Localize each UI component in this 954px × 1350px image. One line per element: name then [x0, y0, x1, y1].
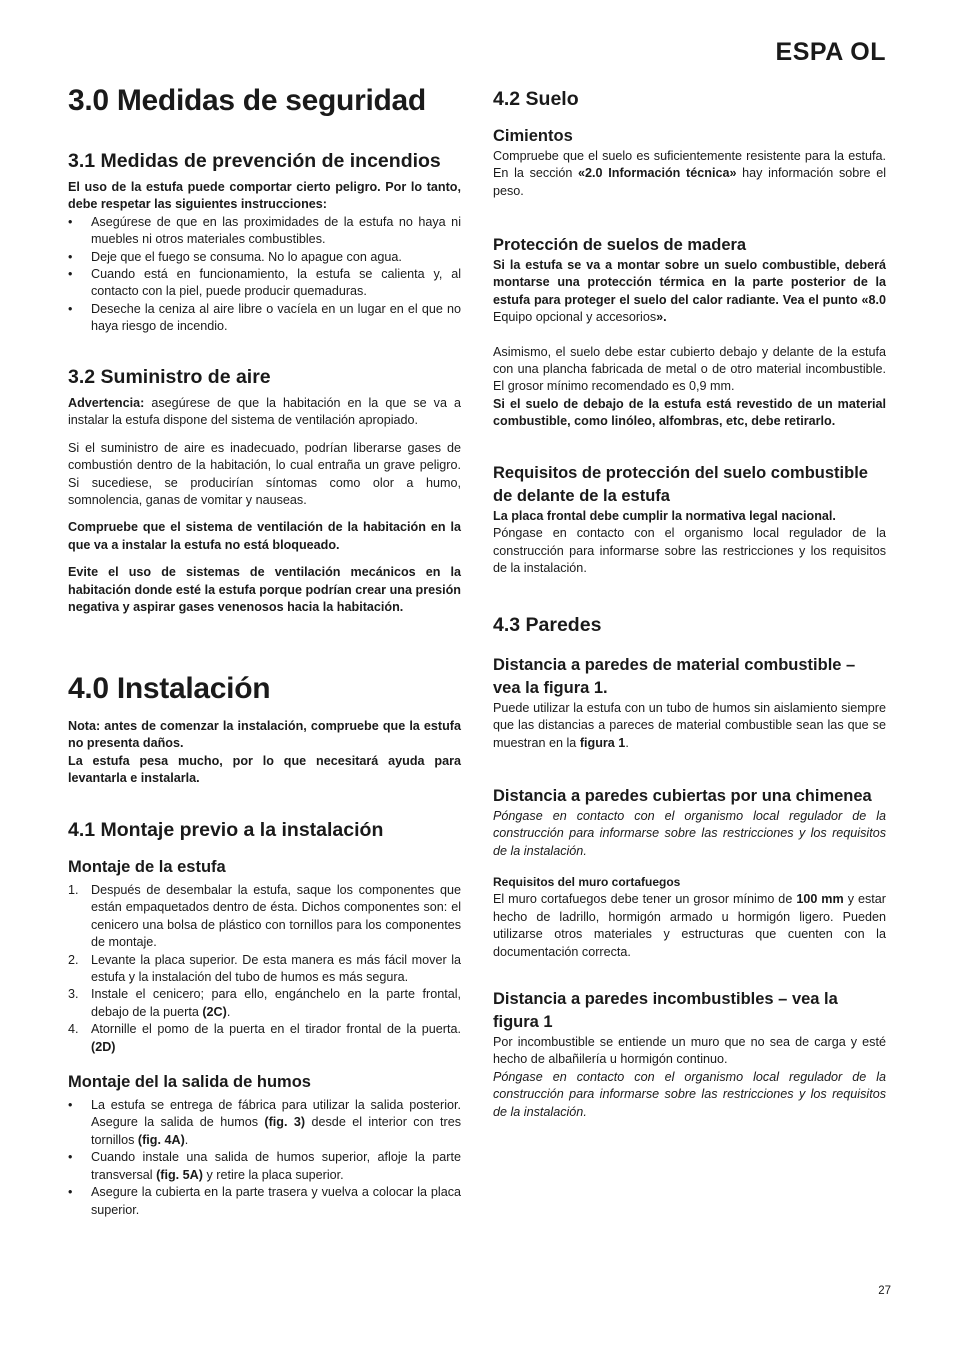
air-warning [68, 395, 461, 430]
wood-floor-protection [493, 234, 886, 431]
muro-text [493, 891, 886, 961]
item-number: 4. [68, 1022, 79, 1037]
list-item [68, 1097, 461, 1149]
figure-ref: (fig. 5A) [156, 1167, 203, 1182]
text-part: Puede utilizar la estufa con un tubo de humos sin aislamiento siempre que las distancias a pareces de material combustible sean las que se muestran en la [493, 701, 886, 750]
section-3-1-intro: El uso de la estufa puede comportar cierto peligro. Por lo tanto, debe respetar las siguientes instrucciones: [68, 180, 461, 212]
dist3-text: Por incombustible se entiende un muro que no sea de carga y esté hecho de albañilería u hormigón continuo. [493, 1035, 886, 1067]
figure-ref: (2D) [91, 1039, 116, 1054]
item-text: Asegure la cubierta en la parte trasera y vuelva a colocar la placa superior. [91, 1185, 461, 1217]
firewall-requirements [493, 874, 886, 961]
section-4-2 [493, 88, 886, 200]
air-paragraph: Si el suministro de aire es inadecuado, podrían liberarse gases de combustión dentro de la habitación, lo cual entraña un grave peligro. Si sucediese, se producirían síntomas como olor a humo, somnolencia, ganas de vomitar y nauseas. [68, 440, 461, 508]
section-3-2 [68, 366, 461, 616]
item-text: y retire la placa superior. [202, 1167, 344, 1182]
figure-ref: figura 1 [579, 735, 626, 750]
list-item [68, 952, 461, 987]
cimientos-text [493, 148, 886, 200]
dist2-text: Póngase en contacto con el organismo local regulador de la construcción para informarse sobre las restricciones y los requisitos de la instalación. [493, 809, 886, 858]
list-item: • Deje que el fuego se consuma. No lo apague con agua. [68, 249, 461, 266]
montaje-list [68, 882, 461, 1056]
section-3-1 [68, 150, 461, 336]
weight-note: La estufa pesa mucho, por lo que necesitará ayuda para levantarla e instalarla. [68, 753, 461, 786]
item-text: desde el interior con tres tornillos [91, 1115, 462, 1147]
dist1-subtitle: Distancia a paredes de material combustible – vea la figura 1. [493, 656, 856, 697]
dist3-italic: Póngase en contacto con el organismo local regulador de la construcción para informarse sobre las restricciones y los requisitos de la instalación. [493, 1069, 886, 1119]
warning-text: asegúrese de que la habitación en la que se va a instalar la estufa dispone del sistema de ventilación apropiado. [68, 396, 461, 428]
item-number: 1. [68, 883, 79, 897]
item-text: . [226, 1004, 231, 1019]
ventilation-note: Compruebe que el sistema de ventilación de la habitación en la que va a instalar la estufa no está bloqueado. [68, 520, 461, 552]
section-4-3 [493, 614, 886, 752]
chimney-walls [493, 785, 886, 860]
section-3-0-title: 3.0 Medidas de seguridad [68, 84, 426, 117]
text-part: hay información sobre el peso. [493, 166, 886, 198]
fire-safety-list [68, 214, 461, 336]
cimientos-subtitle: Cimientos [493, 127, 573, 145]
list-item [68, 1021, 461, 1056]
figure-ref: (fig. 3) [264, 1115, 306, 1130]
section-4-2-title: 4.2 Suelo [493, 88, 579, 110]
warning-label: Advertencia: [68, 396, 145, 410]
mechanical-ventilation-note: Evite el uso de sistemas de ventilación mecánicos en la habitación donde esté la estufa porque podrían crear una presión negativa y aspirar gases venenosos hacia la habitación. [68, 565, 461, 615]
humos-list [68, 1097, 461, 1219]
requisitos-subtitle: Requisitos de protección del suelo combustible de delante de la estufa [493, 464, 868, 505]
list-item: • Cuando está en funcionamiento, la estufa se calienta y, al contacto con la piel, puede producir quemaduras. [68, 266, 461, 301]
section-4-1-title: 4.1 Montaje previo a la instalación [68, 819, 384, 841]
list-item [68, 1149, 461, 1184]
section-4-1 [68, 819, 461, 1219]
proteccion-subtitle: Protección de suelos de madera [493, 236, 747, 254]
list-item: • Deseche la ceniza al aire libre o vacíela en un lugar en el que no haya riesgo de incendio. [68, 301, 461, 336]
montaje-subtitle: Montaje de la estufa [68, 858, 226, 876]
list-item [68, 882, 461, 952]
figure-ref: (2C) [202, 1004, 227, 1019]
text-part: ». [656, 310, 667, 325]
requisitos-text: Póngase en contacto con el organismo local regulador de la construcción para informarse sobre las restricciones y los requisitos de la instalación. [493, 526, 886, 576]
front-floor-requirements [493, 462, 886, 578]
text-part: y estar hecho de ladrillo, hormigón armado u hormigón ligero. Pueden utilizarse otros materiales y estructuras que cuenten con la documentación correcta. [493, 892, 886, 959]
text-part: Compruebe que el suelo es suficientemente resistente para la estufa. En la sección [493, 149, 886, 181]
section-ref: «2.0 Información técnica» [578, 166, 737, 181]
text-part: El muro cortafuegos debe tener un grosor mínimo de [493, 892, 797, 907]
section-3-0 [68, 84, 461, 118]
list-item [68, 1184, 461, 1219]
humos-subtitle: Montaje del la salida de humos [68, 1073, 311, 1092]
text-part: . [625, 735, 629, 750]
dist2-subtitle: Distancia a paredes cubiertas por una chimenea [493, 787, 872, 805]
page-number: 27 [878, 1285, 891, 1297]
item-text: Cuando instale una salida de humos superior, afloje la parte transversal [91, 1150, 461, 1182]
dist1-text [493, 700, 886, 752]
item-text: Después de desembalar la estufa, saque los componentes que están empaquetados dentro de ésta. Dichos componentes son: el cenicero una bolsa de plástico con tornillos para los componentes de montaje. [91, 883, 461, 950]
item-text: Levante la placa superior. De esta manera es más fácil mover la estufa y la instalación del tubo de humos es más segura. [91, 952, 461, 985]
muro-subtitle: Requisitos del muro cortafuegos [493, 875, 681, 889]
accessories-ref: Equipo opcional y accesorios [493, 310, 657, 325]
installation-note: Nota: antes de comenzar la instalación, compruebe que la estufa no presenta daños. [68, 719, 461, 751]
item-number: 3. [68, 987, 79, 1002]
floor-remove-note: Si el suelo de debajo de la estufa está revestido de un material combustible, como linóleo, alfombras, etc, debe retirarlo. [493, 396, 886, 429]
language-header: ESPA OL [775, 38, 886, 66]
proteccion-text [493, 257, 886, 327]
list-item: • Asegúrese de que en las proximidades de la estufa no haya ni muebles ni otros materiales combustibles. [68, 214, 461, 249]
section-3-1-title: 3.1 Medidas de prevención de incendios [68, 150, 441, 172]
section-4-3-title: 4.3 Paredes [493, 614, 602, 636]
list-item [68, 986, 461, 1021]
requisitos-bold: La placa frontal debe cumplir la normativa legal nacional. [493, 509, 836, 523]
item-number: 2. [68, 952, 79, 967]
noncombustible-walls [493, 988, 886, 1121]
section-4-0 [68, 672, 461, 788]
item-text: . [184, 1132, 189, 1147]
floor-cover-text: Asimismo, el suelo debe estar cubierto debajo y delante de la estufa con una plancha fabricada de metal o de otro material incombustible. El grosor mínimo recomendado es 0,9 mm. [493, 344, 886, 394]
text-part: Si la estufa se va a montar sobre un suelo combustible, deberá montarse una protección térmica en la parte posterior de la estufa para proteger el suelo del calor radiante. Vea el punto «8.0 [493, 258, 886, 307]
thickness-value: 100 mm [796, 892, 844, 907]
dist3-subtitle: Distancia a paredes incombustibles – vea la figura 1 [493, 990, 838, 1031]
item-text: Atornille el pomo de la puerta en el tirador frontal de la puerta. [91, 1022, 461, 1037]
section-3-2-title: 3.2 Suministro de aire [68, 366, 271, 388]
item-text: Instale el cenicero; para ello, engánchelo en la parte frontal, debajo de la puerta [91, 987, 461, 1019]
figure-ref: (fig. 4A) [137, 1132, 185, 1147]
item-text: La estufa se entrega de fábrica para utilizar la salida posterior. Asegure la salida de humos [91, 1098, 461, 1130]
section-4-0-title: 4.0 Instalación [68, 672, 271, 705]
